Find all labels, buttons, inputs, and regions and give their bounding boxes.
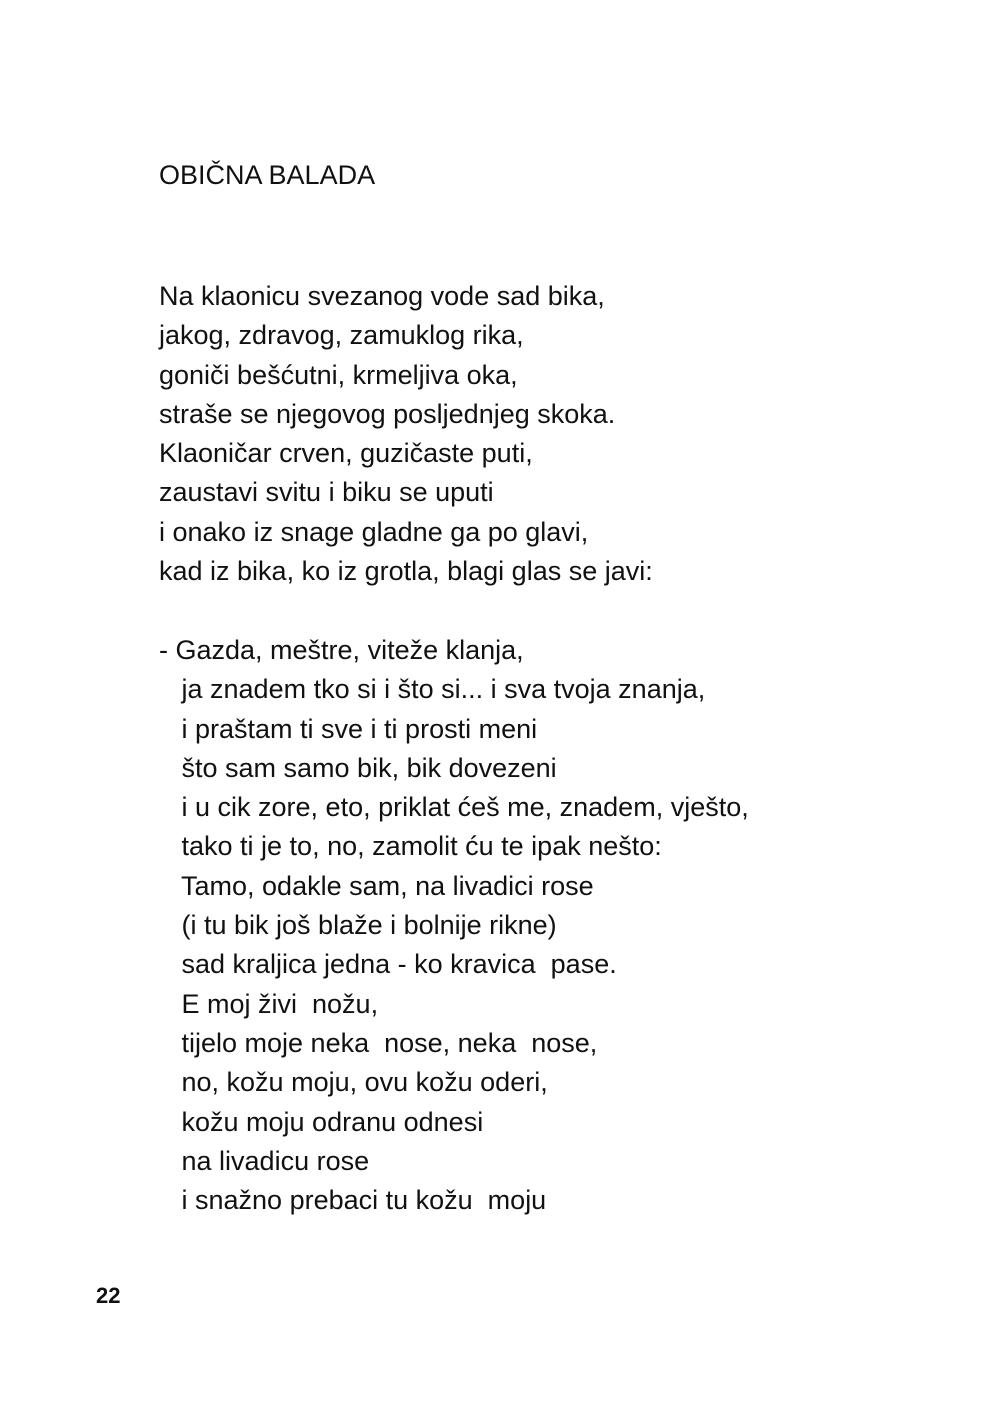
poem-line: i praštam ti sve i ti prosti meni <box>159 713 538 744</box>
poem-line: kad iz bika, ko iz grotla, blagi glas se javi: <box>159 556 653 587</box>
poem-line: jakog, zdravog, zamuklog rika, <box>159 320 524 351</box>
poem-line: zaustavi svitu i biku se uputi <box>159 477 494 508</box>
poem-line: no, kožu moju, ovu kožu oderi, <box>159 1067 548 1098</box>
poem-line: E moj živi nožu, <box>159 988 379 1019</box>
poem-line: straše se njegovog posljednjeg skoka. <box>159 398 616 429</box>
stanza-2 <box>159 631 749 1220</box>
poem-line: Na klaonicu svezanog vode sad bika, <box>159 281 605 311</box>
poem-line: goniči bešćutni, krmeljiva oka, <box>159 359 518 390</box>
stanza-1 <box>159 277 653 591</box>
poem-line: Tamo, odakle sam, na livadici rose <box>159 870 594 901</box>
poem-line: (i tu bik još blaže i bolnije rikne) <box>159 910 557 941</box>
poem-line: na livadicu rose <box>159 1145 370 1176</box>
poem-line: tako ti je to, no, zamolit ću te ipak nešto: <box>159 831 662 862</box>
poem-line: kožu moju odranu odnesi <box>159 1106 484 1137</box>
poem-line: što sam samo bik, bik dovezeni <box>159 752 557 783</box>
page-number: 22 <box>96 1283 121 1308</box>
poem-line: Klaoničar crven, guzičaste puti, <box>159 438 533 469</box>
poem-line: sad kraljica jedna - ko kravica pase. <box>159 949 617 980</box>
poem-line: i onako iz snage gladne ga po glavi, <box>159 516 589 547</box>
poem-line: i snažno prebaci tu kožu moju <box>159 1185 547 1216</box>
poem-line: tijelo moje neka nose, neka nose, <box>159 1027 598 1058</box>
poem-line: ja znadem tko si i što si... i sva tvoja znanja, <box>159 674 706 705</box>
poem-title: OBIČNA BALADA <box>159 160 376 190</box>
poem-line: - Gazda, meštre, viteže klanja, <box>159 635 524 665</box>
poem-line: i u cik zore, eto, priklat ćeš me, znadem, vješto, <box>159 792 749 823</box>
